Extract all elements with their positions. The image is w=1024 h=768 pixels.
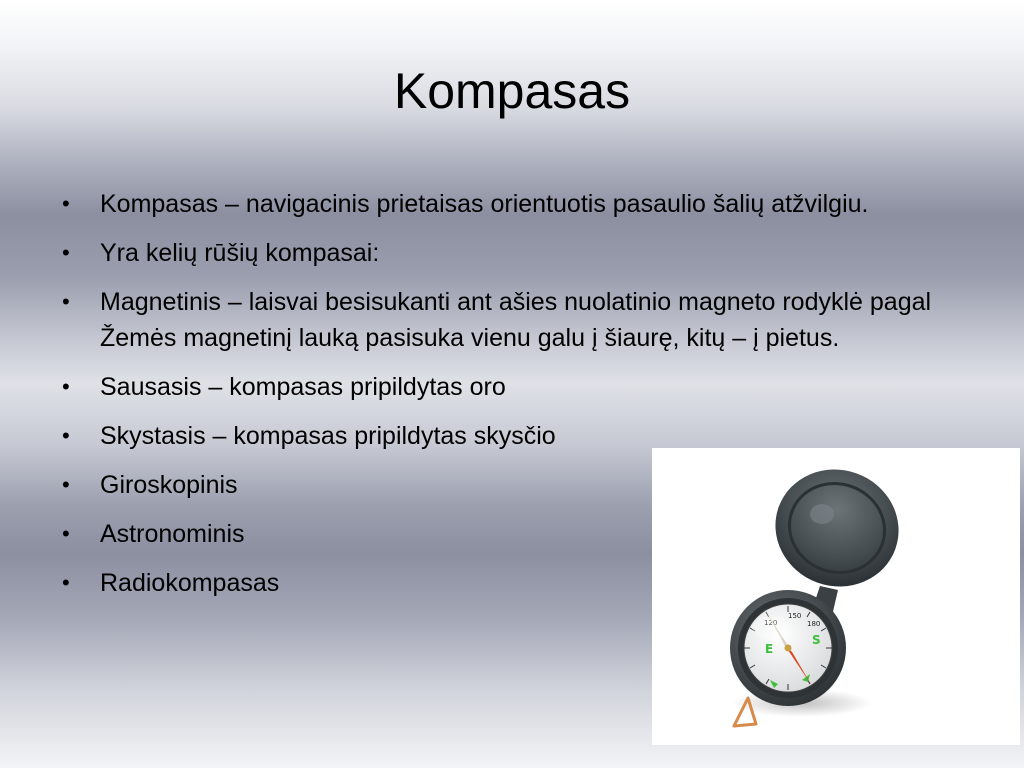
- bullet-dot: •: [62, 240, 70, 265]
- bullet-item: [62, 186, 962, 222]
- bullet-dot: •: [62, 191, 70, 216]
- bullet-dot: •: [62, 423, 70, 448]
- bullet-text: Radiokompasas: [100, 569, 280, 597]
- compass-photo: [652, 448, 1020, 745]
- dial-number: 120: [764, 619, 778, 627]
- dial-number: 180: [807, 620, 821, 628]
- bullet-dot: •: [62, 472, 70, 497]
- bullet-text: Giroskopinis: [100, 471, 238, 499]
- bullet-text: Yra kelių rūšių kompasai:: [100, 239, 380, 267]
- bullet-text: Kompasas – navigacinis prietaisas orientuotis pasaulio šalių atžvilgiu.: [100, 190, 869, 218]
- bullet-dot: •: [62, 570, 70, 595]
- bullet-text: Astronominis: [100, 520, 245, 548]
- dial-number: 150: [788, 612, 802, 620]
- bullet-dot: •: [62, 374, 70, 399]
- bullet-item: [62, 235, 962, 271]
- bullet-text: Skystasis – kompasas pripildytas skysčio: [100, 422, 556, 450]
- compass-lid: [759, 452, 915, 603]
- compass-icon: [652, 448, 1020, 745]
- bullet-item: [62, 369, 962, 405]
- dial-letter: S: [812, 633, 821, 647]
- bullet-text: Magnetinis – laisvai besisukanti ant ašies nuolatinio magneto rodyklė pagal Žemės magnetinį lauką pasisuka vienu galu į šiaurę, kitų – į pietus.: [100, 288, 932, 352]
- slide-title: Kompasas: [393, 63, 631, 119]
- bullet-dot: •: [62, 289, 70, 314]
- bullet-item: [62, 284, 962, 356]
- bullet-text: Sausasis – kompasas pripildytas oro: [100, 373, 506, 401]
- bullet-dot: •: [62, 521, 70, 546]
- dial-letter: E: [765, 642, 774, 656]
